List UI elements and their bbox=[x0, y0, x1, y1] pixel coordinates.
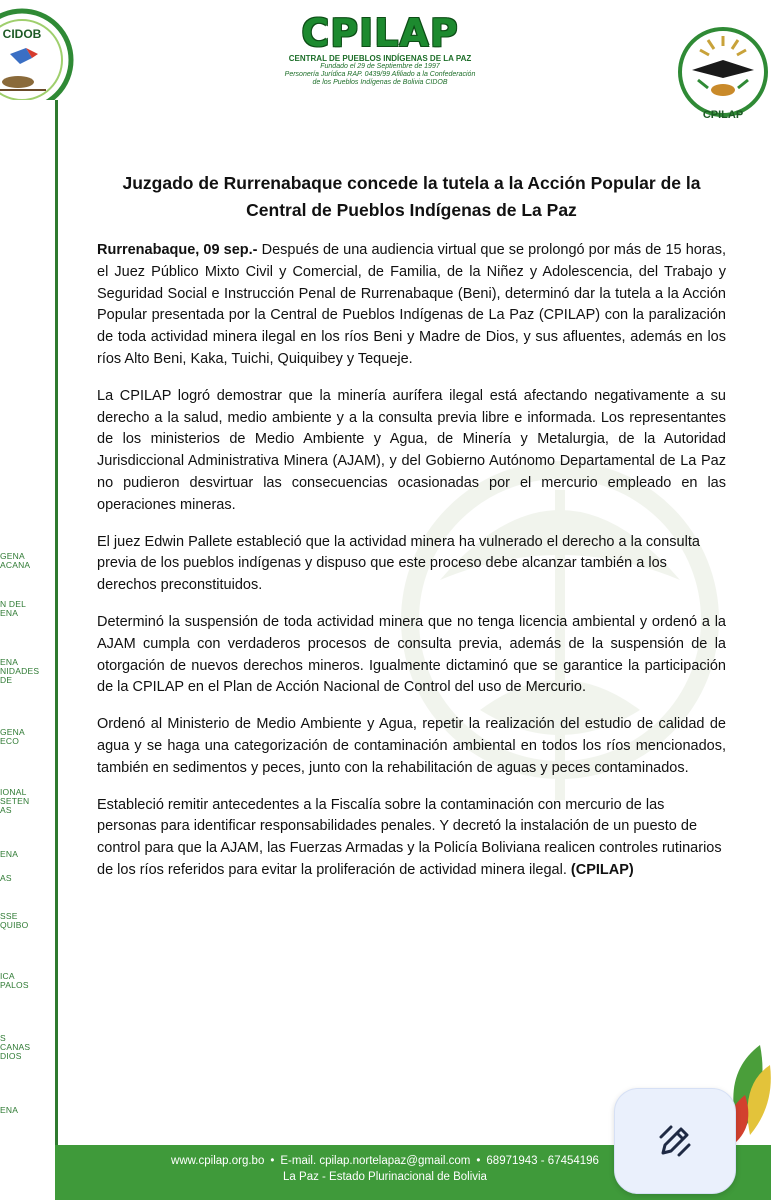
member-org: ENA bbox=[0, 849, 19, 859]
paragraph-2: La CPILAP logró demostrar que la minería aurífera ilegal está afectando negativamente a su derecho a la salud, medio ambiente y a la consulta previa libre e informada. Los representantes de los ministerios de Medio Ambiente y Agua, de Minería y Metalurgia, de la Autoridad Jurisdiccional Administrativa Minera (AJAM), y del Gobierno Autónomo Departamental de La Paz no pudieron desvirtuar las consecuencias ocasionadas por el mercurio empleado en las operaciones mineras. bbox=[97, 387, 726, 513]
masthead bbox=[250, 12, 510, 87]
footer-website[interactable]: www.cpilap.org.bo bbox=[171, 1155, 265, 1167]
member-org: SSE QUIBO bbox=[0, 911, 29, 930]
edit-button[interactable] bbox=[614, 1088, 736, 1194]
paragraph-1-body: Después de una audiencia virtual que se prolongó por más de 15 horas, el Juez Público Mixto Civil y Comercial, de Familia, de la Niñez y Adolescencia, del Trabajo y Seguridad Social e Instrucción Penal de Rurrenabaque (Beni), determinó dar la tutela a la Acción Popular presentada por la Central de Pueblos Indígenas de La Paz (CPILAP) con la paralización de toda actividad minera ilegal en los ríos Beni y Madre de Dios, y sus afluentes, además en los ríos Alto Beni, Kaka, Tuichi, Quiquibey y Tequeje. bbox=[97, 242, 727, 367]
cpilap-logo-text: CPILAP bbox=[702, 109, 744, 121]
paragraph-3: El juez Edwin Pallete estableció que la actividad minera ha vulnerado el derecho a la consulta previa de los pueblos indígenas y dispuso que este proceso debe alcanzar también a los derechos preconstituidos. bbox=[97, 533, 700, 594]
member-org: ENA NIDADES DE bbox=[0, 657, 40, 685]
brand-subtitle: CENTRAL DE PUEBLOS INDÍGENAS DE LA PAZ bbox=[288, 54, 472, 63]
cidob-logo-text: CIDOB bbox=[2, 27, 42, 41]
paragraph-6-body: Estableció remitir antecedentes a la Fiscalía sobre la contaminación con mercurio de las personas para identificar responsabilidades penales. Y decretó la instalación de un puesto de control para que la AJAM, las Fuerzas Armadas y la Policía Boliviana realicen controles rutinarios de los ríos referidos para evitar la proliferación de actividad minera ilegal. bbox=[97, 796, 722, 878]
dateline: Rurrenabaque, 09 sep.- bbox=[97, 242, 258, 258]
paragraph-5: Ordenó al Ministerio de Medio Ambiente y Agua, repetir la realización del estudio de calidad de agua y se haga una categorización de contaminación ambiental en todos los ríos mencionados, también en sedimentos y peces, junto con la rehabilitación de aguas y peces contaminados. bbox=[97, 716, 726, 776]
cpilap-logo-icon bbox=[678, 22, 768, 126]
edit-pen-icon bbox=[655, 1121, 695, 1161]
cidob-logo-icon bbox=[0, 8, 74, 112]
letterhead bbox=[0, 0, 771, 125]
member-org: ENA bbox=[0, 1105, 19, 1115]
footer-location: La Paz - Estado Plurinacional de Bolivia bbox=[283, 1171, 487, 1183]
member-org: GENA ACANA bbox=[0, 551, 31, 570]
paragraph-6 bbox=[97, 795, 726, 882]
legal-line-1: Personería Jurídica RAP. 0439/99 Afiliado a la Confederación bbox=[284, 71, 476, 78]
member-org: GENA ECO bbox=[0, 727, 25, 746]
source-credit: (CPILAP) bbox=[570, 861, 634, 878]
paragraph-4: Determinó la suspensión de toda actividad minera que no tenga licencia ambiental y ordenó a la AJAM cumpla con verdaderos procesos de consulta previa, además de la suspensión de la otorgación de nuevos derechos mineros. Igualmente dictaminó que se garantice la participación de la CPILAP en el Plan de Acción Nacional de Control del uso de Mercurio. bbox=[97, 613, 726, 696]
paragraph-1 bbox=[97, 240, 726, 371]
member-org: AS bbox=[0, 873, 12, 883]
press-release bbox=[97, 170, 726, 897]
brand-name: CPILAP bbox=[301, 11, 459, 55]
footer-contacts: www.cpilap.org.bo • E-mail. cpilap.nortelapaz@gmail.com • 68971943 - 67454196 bbox=[171, 1155, 599, 1167]
legal-line-2: de los Pueblos Indígenas de Bolivia CIDOB bbox=[312, 79, 448, 86]
article-title: Juzgado de Rurrenabaque concede la tutela a la Acción Popular de la Central de Pueblos Indígenas de La Paz bbox=[122, 173, 701, 220]
founded-line: Fundado el 29 de Septiembre de 1997 bbox=[320, 63, 440, 70]
member-org: S CANAS DIOS bbox=[0, 1033, 31, 1061]
member-org: ICA PALOS bbox=[0, 971, 29, 990]
member-org: IONAL SETEN AS bbox=[0, 787, 30, 815]
member-org: N DEL ENA bbox=[0, 599, 27, 618]
footer-phones: 68971943 - 67454196 bbox=[486, 1155, 599, 1167]
footer-email[interactable]: E-mail. cpilap.nortelapaz@gmail.com bbox=[280, 1155, 471, 1167]
